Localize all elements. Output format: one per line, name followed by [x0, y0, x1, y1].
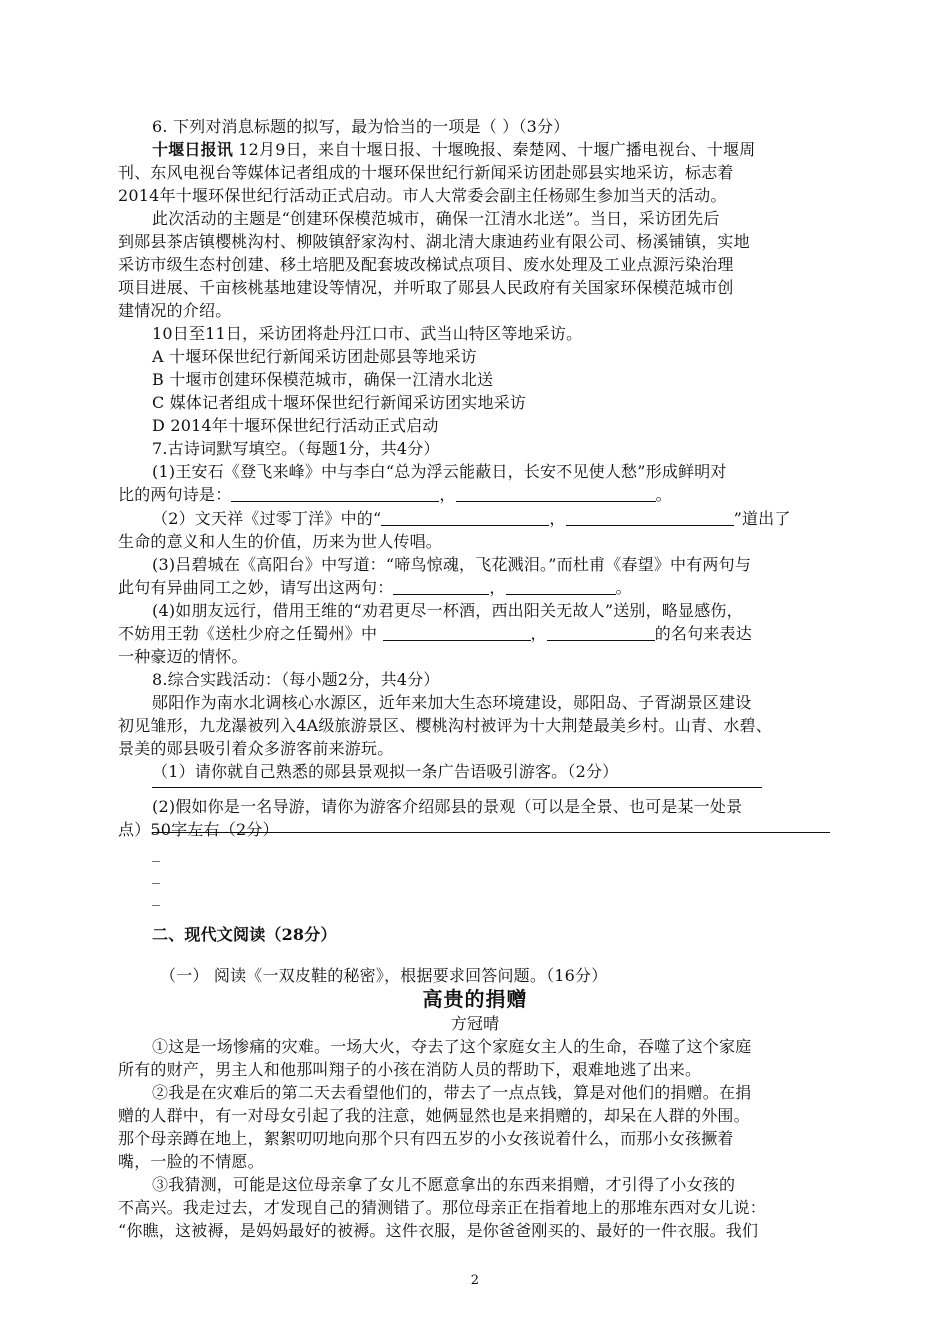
section-heading: 二、现代文阅读（28分）	[152, 925, 337, 944]
answer-line[interactable]	[152, 832, 830, 833]
punct: 。	[615, 578, 632, 597]
article-author: 方冠晴	[450, 1014, 500, 1033]
q6-news-line-9: 10日至11日，采访团将赴丹江口市、武当山特区等地采访。	[152, 324, 583, 343]
q7-s2-line-1	[152, 508, 791, 530]
page-number: 2	[470, 1273, 480, 1288]
q6-news-line-4: 此次活动的主题是“创建环保模范城市，确保一江清水北送”。当日，采访团先后	[152, 209, 720, 228]
q7-s4-line-1: (4)如朋友远行，借用王维的“劝君更尽一杯酒，西出阳关无故人”送别，略显感伤，	[152, 601, 743, 620]
article-line: ②我是在灾难后的第二天去看望他们的，带去了一点点钱，算是对他们的捐赠。在捐	[152, 1083, 752, 1102]
q7-s1-line-1: (1)王安石《登飞来峰》中与李白“总为浮云能蔽日，长安不见使人愁”形成鲜明对	[152, 462, 727, 481]
article-line: 嘴，一脸的不情愿。	[118, 1152, 264, 1171]
q7-s4-tail: 的名句来表达	[654, 624, 752, 643]
q7-s4-text: 不妨用王勃《送杜少府之任蜀州》中	[118, 624, 383, 643]
q6-news-line-8: 建情况的介绍。	[118, 301, 232, 320]
answer-blank[interactable]	[381, 509, 549, 526]
q6-option-b: B 十堰市创建环保模范城市，确保一江清水北送	[152, 370, 494, 389]
answer-blank[interactable]	[547, 624, 655, 641]
q6-option-c: C 媒体记者组成十堰环保世纪行新闻采访团实地采访	[152, 393, 527, 412]
punct: ，	[439, 485, 456, 504]
q7-s2-text: （2）文天祥《过零丁洋》中的“	[152, 509, 382, 528]
q8-intro-line-2: 初见雏形，九龙瀑被列入4A级旅游景区、樱桃沟村被评为十大荆楚最美乡村。山青、水碧、	[118, 716, 772, 735]
answer-blank[interactable]	[566, 509, 734, 526]
article-line: 所有的财产，男主人和他那叫翔子的小孩在消防人员的帮助下，艰难地逃了出来。	[118, 1060, 702, 1079]
q6-news-line-3: 2014年十堰环保世纪行活动正式启动。市人大常委会副主任杨郧生参加当天的活动。	[118, 186, 727, 205]
q6-news-line-1	[152, 139, 755, 161]
answer-dash: _	[152, 843, 161, 862]
article-line: “你瞧，这被褥，是妈妈最好的被褥。这件衣服，是你爸爸刚买的、最好的一件衣服。我们	[118, 1221, 759, 1240]
q7-s4-line-2	[118, 623, 752, 645]
q8-s2-line-2: 点）50字左右（2分）	[118, 820, 279, 839]
answer-line[interactable]	[152, 787, 762, 788]
punct: ，	[489, 578, 506, 597]
q6-option-d: D 2014年十堰环保世纪行活动正式启动	[152, 416, 439, 435]
answer-dash: _	[152, 887, 161, 906]
answer-blank[interactable]	[456, 485, 656, 502]
news-text: 12月9日，来自十堰日报、十堰晚报、秦楚网、十堰广播电视台、十堰周	[233, 140, 756, 159]
section-subheading: （一） 阅读《一双皮鞋的秘密》，根据要求回答问题。（16分）	[160, 966, 608, 985]
q6-news-line-7: 项目进展、千亩核桃基地建设等情况，并听取了郧县人民政府有关国家环保模范城市创	[118, 278, 734, 297]
q7-s3-line-1: (3)吕碧城在《高阳台》中写道：“啼鸟惊魂，飞花溅泪。”而杜甫《春望》中有两句与	[152, 555, 752, 574]
q7-s2-line-2: 生命的意义和人生的价值，历来为世人传唱。	[118, 532, 443, 551]
q7-s3-line-2	[118, 577, 632, 599]
q8-s2-line-1: (2)假如你是一名导游，请你为游客介绍郧县的景观（可以是全景、也可是某一处景	[152, 797, 743, 816]
q8-stem: 8.综合实践活动：（每小题2分，共4分）	[152, 670, 440, 689]
punct: ，	[530, 624, 547, 643]
article-line: ③我猜测，可能是这位母亲拿了女儿不愿意拿出的东西来捐赠，才引得了小女孩的	[152, 1175, 736, 1194]
punct: 。	[655, 485, 672, 504]
answer-blank[interactable]	[393, 578, 489, 595]
q6-stem: 6. 下列对消息标题的拟写，最为恰当的一项是（ ）（3分）	[152, 117, 570, 136]
q8-s1: （1）请你就自己熟悉的郧县景观拟一条广告语吸引游客。（2分）	[152, 762, 619, 781]
answer-blank[interactable]	[231, 485, 439, 502]
q7-s1-text: 比的两句诗是：	[118, 485, 232, 504]
q7-s2-tail: ”道出了	[733, 509, 791, 528]
article-line: 赠的人群中，有一对母女引起了我的注意，她俩显然也是来捐赠的，却呆在人群的外围。	[118, 1106, 750, 1125]
answer-blank[interactable]	[506, 578, 616, 595]
article-line: 那个母亲蹲在地上，絮絮叨叨地向那个只有四五岁的小女孩说着什么，而那小女孩撅着	[118, 1129, 734, 1148]
q7-stem: 7.古诗词默写填空。（每题1分，共4分）	[152, 439, 440, 458]
q7-s3-text: 此句有异曲同工之妙，请写出这两句：	[118, 578, 394, 597]
article-line: 不高兴。我走过去，才发现自己的猜测错了。那位母亲正在指着地上的那堆东西对女儿说：	[118, 1198, 767, 1217]
article-line: ①这是一场惨痛的灾难。一场大火，夺去了这个家庭女主人的生命，吞噬了这个家庭	[152, 1037, 752, 1056]
q8-intro-line-3: 景美的郧县吸引着众多游客前来游玩。	[118, 739, 394, 758]
q6-option-a: A 十堰环保世纪行新闻采访团赴郧县等地采访	[152, 347, 477, 366]
news-dateline: 十堰日报讯	[152, 140, 234, 159]
answer-dash: _	[152, 865, 161, 884]
q6-news-line-5: 到郧县茶店镇樱桃沟村、柳陂镇舒家沟村、湖北清大康迪药业有限公司、杨溪铺镇，实地	[118, 232, 750, 251]
q6-news-line-2: 刊、东风电视台等媒体记者组成的十堰环保世纪行新闻采访团赴郧县实地采访，标志着	[118, 163, 734, 182]
q7-s4-line-3: 一种豪迈的情怀。	[118, 647, 248, 666]
q6-news-line-6: 采访市级生态村创建、移土培肥及配套坡改梯试点项目、废水处理及工业点源污染治理	[118, 255, 734, 274]
punct: ，	[549, 509, 566, 528]
q7-s1-line-2	[118, 484, 672, 506]
article-title: 高贵的捐赠	[422, 987, 528, 1011]
q8-intro-line-1: 郧阳作为南水北调核心水源区，近年来加大生态环境建设，郧阳岛、子胥湖景区建设	[152, 693, 752, 712]
answer-blank[interactable]	[383, 624, 531, 641]
